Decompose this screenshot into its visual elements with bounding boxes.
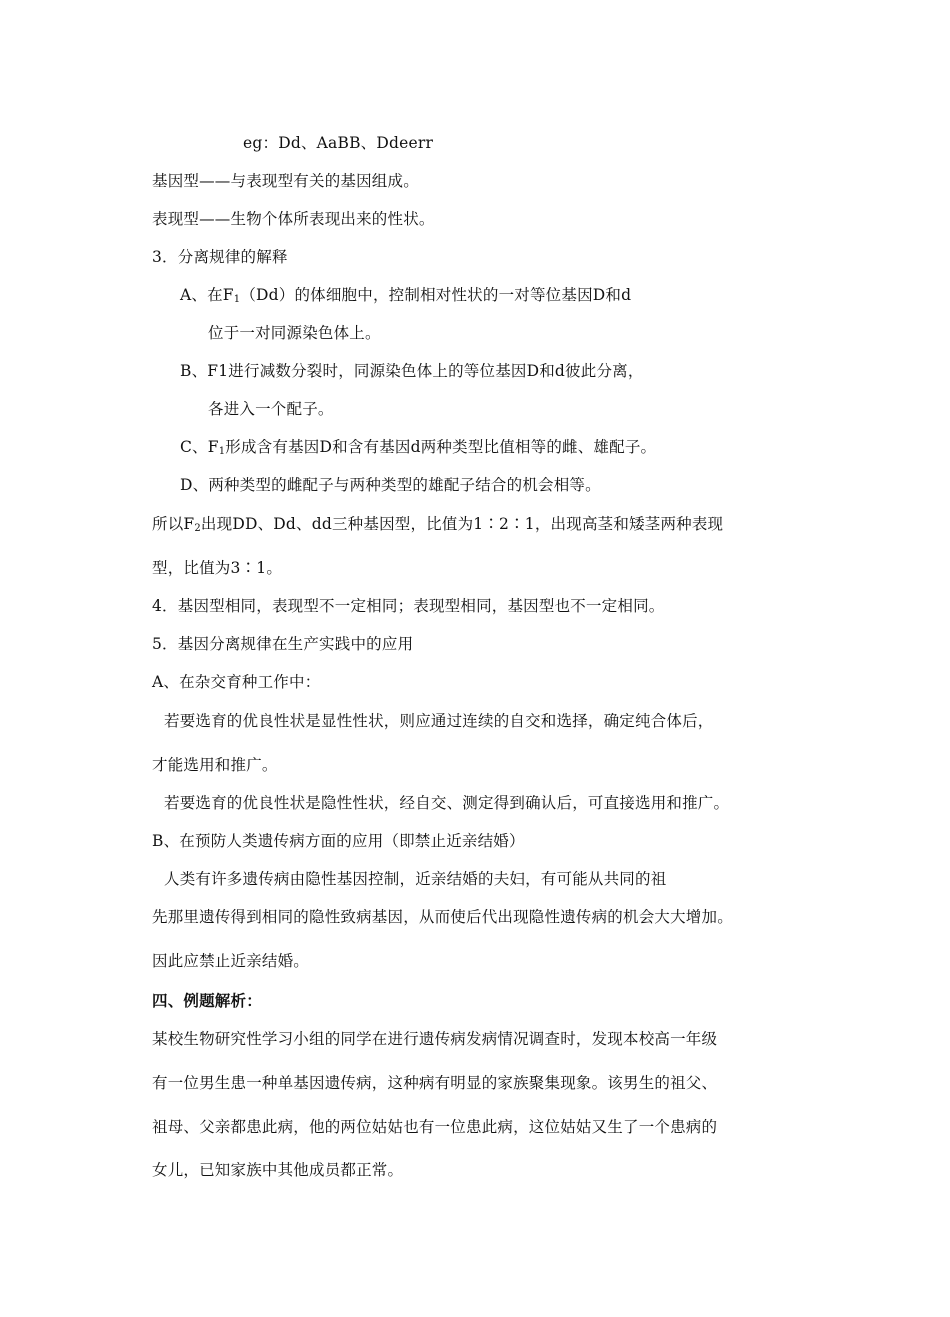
conclusion-text: 出现DD、Dd、dd三种基因型，比值为1∶2∶1，出现高茎和矮茎两种表现	[200, 515, 724, 533]
conclusion-subscript: 2	[194, 523, 201, 534]
section-3-item-d: D、两种类型的雌配子与两种类型的雄配子结合的机会相等。	[180, 476, 601, 494]
conclusion-prefix: 所以F	[152, 515, 195, 533]
section-4-line: 4．基因型相同，表现型不一定相同；表现型相同，基因型也不一定相同。	[152, 597, 665, 615]
section-3-item-a-continued: 位于一对同源染色体上。	[208, 324, 381, 342]
section-5-a-paragraph-2: 若要选育的优良性状是隐性性状，经自交、测定得到确认后，可直接选用和推广。	[164, 794, 730, 812]
genotype-definition: 基因型——与表现型有关的基因组成。	[152, 172, 419, 190]
section-5-heading: 5．基因分离规律在生产实践中的应用	[152, 635, 414, 653]
conclusion-continued: 型，比值为3∶1。	[152, 559, 283, 577]
section-5-b-paragraph-1-continued: 先那里遗传得到相同的隐性致病基因，从而使后代出现隐性遗传病的机会大大增加。	[152, 908, 733, 926]
section-5-item-a: A、在杂交育种工作中：	[152, 673, 321, 691]
section-5-b-paragraph-1-end: 因此应禁止近亲结婚。	[152, 952, 310, 970]
part-4-heading: 四、例题解析：	[152, 991, 262, 1010]
example-genotypes-line: eg：Dd、AaBB、Ddeerr	[243, 134, 434, 152]
section-5-b-paragraph-1: 人类有许多遗传病由隐性基因控制，近亲结婚的夫妇，有可能从共同的祖	[164, 870, 667, 888]
section-3-item-b: B、F1进行减数分裂时，同源染色体上的等位基因D和d彼此分离，	[180, 362, 644, 380]
example-paragraph-line-1: 某校生物研究性学习小组的同学在进行遗传病发病情况调查时，发现本校高一年级	[152, 1030, 718, 1048]
item-a-subscript: 1	[233, 294, 241, 305]
item-a-prefix: A、在F	[180, 286, 234, 304]
section-5-a-paragraph-1: 若要选育的优良性状是显性性状，则应通过连续的自交和选择，确定纯合体后，	[164, 712, 714, 730]
item-c-prefix: C、F	[180, 438, 219, 456]
section-3-item-c	[180, 437, 656, 457]
section-5-item-b: B、在预防人类遗传病方面的应用（即禁止近亲结婚）	[152, 832, 525, 850]
section-5-a-paragraph-1-continued: 才能选用和推广。	[152, 756, 278, 774]
item-c-text: 形成含有基因D和含有基因d两种类型比值相等的雌、雄配子。	[225, 438, 657, 456]
example-paragraph-line-2: 有一位男生患一种单基因遗传病，这种病有明显的家族聚集现象。该男生的祖父、	[152, 1074, 718, 1092]
example-paragraph-line-4: 女儿，已知家族中其他成员都正常。	[152, 1161, 404, 1179]
section-3-heading: 3．分离规律的解释	[152, 248, 288, 266]
section-3-item-b-continued: 各进入一个配子。	[208, 400, 334, 418]
section-3-item-a	[180, 285, 631, 305]
item-c-subscript: 1	[218, 446, 226, 457]
conclusion-line	[152, 514, 723, 534]
item-a-text: （Dd）的体细胞中，控制相对性状的一对等位基因D和d	[240, 286, 632, 304]
phenotype-definition: 表现型——生物个体所表现出来的性状。	[152, 210, 435, 228]
example-paragraph-line-3: 祖母、父亲都患此病，他的两位姑姑也有一位患此病，这位姑姑又生了一个患病的	[152, 1118, 718, 1136]
